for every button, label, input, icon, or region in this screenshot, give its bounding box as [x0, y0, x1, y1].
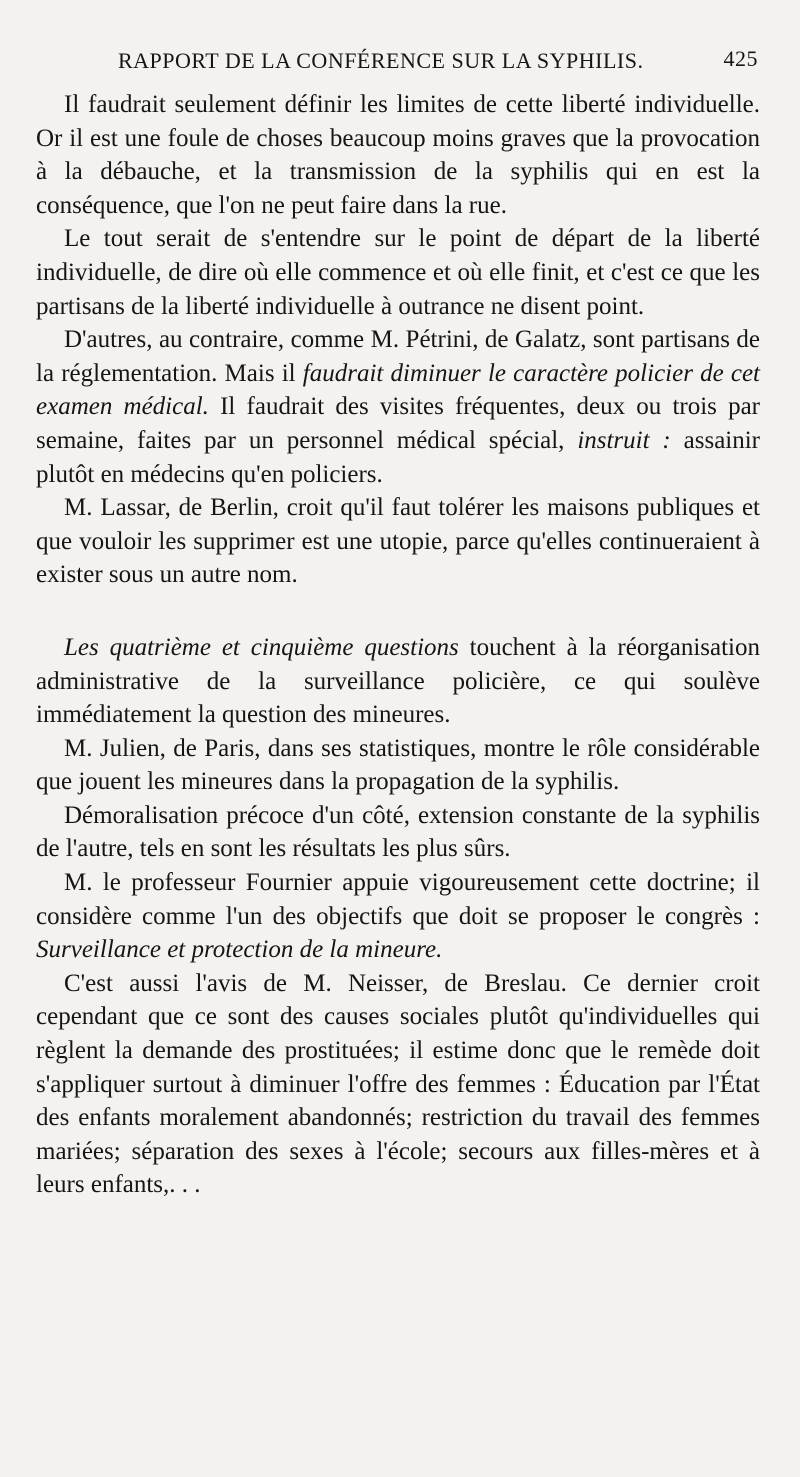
paragraph-3-text-c: Il faudrait des visites fréquentes, deux ou trois par semaine, faites par un personnel médical spécial, — [36, 393, 760, 454]
running-header — [118, 38, 758, 78]
paragraph-3-text-e: assainir plutôt en médecins qu'en policiers. — [36, 426, 761, 488]
paragraph-3 — [36, 323, 760, 491]
paragraph-2: Le tout serait de s'entendre sur le point de départ de la liberté individuelle, de dire où elle commence et où elle finit, et c'est ce que les partisans de la liberté individuelle à outrance ne disent point. — [36, 225, 760, 320]
page-number: 425 — [723, 46, 758, 71]
paragraph-9: C'est aussi l'avis de M. Neisser, de Breslau. Ce dernier croit cependant que ce sont des causes sociales plutôt qu'individuelles qui règlent la demande des prostituées; il estime donc que le remède doit s'appliquer surtout à diminuer l'offre des femmes : Éducation par l'État des enfants moralement abandonnés; restriction du travail des femmes mariées; séparation des sexes à l'école; secours aux filles-mères et à leurs enfants,. . . — [36, 969, 760, 1199]
paragraph-5-italic-a: Les quatrième et cinquième questions — [64, 633, 459, 661]
paragraph-8 — [36, 866, 760, 967]
paragraph-3-italic-b: faudrait diminuer le caractère policier de cet examen médical. — [36, 359, 760, 421]
paragraph-8-text-a: M. le professeur Fournier appuie vigoureusement cette doctrine; il considère comme l'un des objectifs que doit se proposer le congrès : — [36, 869, 760, 930]
paragraph-8-italic-b: Surveillance et protection de la mineure. — [36, 936, 443, 964]
paragraph-1: Il faudrait seulement définir les limites de cette liberté individuelle. Or il est une foule de choses beaucoup moins graves que la provocation à la débauche, et la transmission de la syphilis qui en est la conséquence, que l'on ne peut faire dans la rue. — [36, 91, 760, 219]
paragraph-5-text-b: touchent à la réorganisation administrative de la surveillance policière, ce qui soulève immédiatement la question des mineures. — [36, 633, 760, 729]
paragraph-3-text-a: D'autres, au contraire, comme M. Pétrini, de Galatz, sont partisans de la réglementation. Mais il — [36, 326, 760, 387]
paragraph-6: M. Julien, de Paris, dans ses statistiques, montre le rôle considérable que jouent les mineures dans la propagation de la syphilis. — [36, 734, 760, 796]
paragraph-5 — [36, 631, 760, 732]
paragraph-4: M. Lassar, de Berlin, croit qu'il faut tolérer les maisons publiques et que vouloir les supprimer est une utopie, parce qu'elles continueraient à exister sous un autre nom. — [36, 494, 760, 589]
body-text — [36, 88, 760, 1202]
header-title: RAPPORT DE LA CONFÉRENCE SUR LA SYPHILIS. — [118, 48, 644, 73]
paragraph-7: Démoralisation précoce d'un côté, extension constante de la syphilis de l'autre, tels en sont les résultats les plus sûrs. — [36, 801, 760, 863]
paragraph-3-italic-d: instruit : — [577, 426, 671, 454]
